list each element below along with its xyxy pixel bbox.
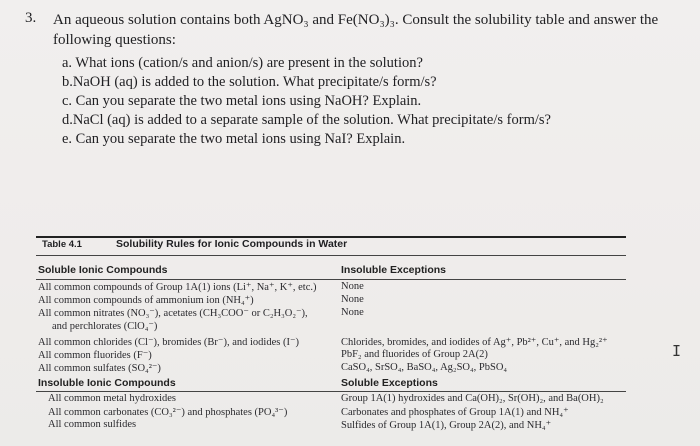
- question-parts: [62, 54, 551, 149]
- table-row-exception: None: [341, 281, 364, 292]
- table-row-compound: All common fluorides (F⁻): [38, 350, 152, 361]
- question-part-d: d.NaCl (aq) is added to a separate sample of the solution. What precipitate/s form/s?: [62, 112, 551, 128]
- table-row-compound: All common compounds of Group 1A(1) ions (Li⁺, Na⁺, K⁺, etc.): [38, 282, 317, 293]
- soluble-exceptions-header: Soluble Exceptions: [341, 377, 438, 389]
- table-row-compound: All common sulfides: [48, 419, 137, 430]
- table-row-exception: Carbonates and phosphates of Group 1A(1) and NH₄⁺: [341, 407, 569, 418]
- table-row-exception: None: [341, 307, 364, 318]
- table-row-exception: PbF₂ and fluorides of Group 2A(2): [341, 349, 488, 360]
- table-row-compound: and perchlorates (ClO₄⁻): [52, 321, 158, 332]
- table-row-exception: CaSO₄, SrSO₄, BaSO₄, Ag₂SO₄, PbSO₄: [341, 362, 508, 373]
- table-title: Solubility Rules for Ionic Compounds in Water: [116, 238, 348, 250]
- table-title-bar: [36, 236, 626, 256]
- table-row-compound: All common nitrates (NO₃⁻), acetates (CH₃COO⁻ or C₂H₃O₂⁻),: [38, 308, 308, 319]
- table-row-exception: Chlorides, bromides, and iodides of Ag⁺, Pb²⁺, Cu⁺, and Hg₂²⁺: [341, 337, 608, 348]
- question-intro: An aqueous solution contains both AgNO₃ and Fe(NO₃)₃. Consult the solubility table and answer the following questions:: [53, 12, 659, 48]
- question-number: 3.: [25, 10, 37, 26]
- table-row-compound: All common compounds of ammonium ion (NH₄⁺): [38, 295, 254, 306]
- soluble-compounds-header: Soluble Ionic Compounds: [38, 264, 168, 276]
- insoluble-exceptions-header: Insoluble Exceptions: [341, 264, 447, 276]
- table-row-exception: Sulfides of Group 1A(1), Group 2A(2), and NH₄⁺: [341, 420, 552, 431]
- question-part-e: e. Can you separate the two metal ions using NaI? Explain.: [62, 131, 406, 147]
- text-cursor-icon: I: [672, 342, 682, 360]
- insoluble-compounds-header: Insoluble Ionic Compounds: [38, 377, 176, 389]
- table-row-compound: All common carbonates (CO₃²⁻) and phosphates (PO₄³⁻): [48, 407, 288, 418]
- divider: [36, 391, 626, 392]
- divider: [36, 279, 626, 280]
- question-part-b: b.NaOH (aq) is added to the solution. What precipitate/s form/s?: [62, 74, 437, 90]
- solubility-table: [36, 236, 626, 431]
- table-row-compound: All common chlorides (Cl⁻), bromides (Br⁻), and iodides (I⁻): [38, 337, 299, 348]
- question-part-a: a. What ions (cation/s and anion/s) are present in the solution?: [62, 55, 423, 71]
- table-row-compound: All common metal hydroxides: [48, 393, 177, 404]
- table-row-exception: Group 1A(1) hydroxides and Ca(OH)₂, Sr(OH)₂, and Ba(OH)₂: [341, 393, 604, 404]
- table-row-compound: All common sulfates (SO₄²⁻): [38, 363, 161, 374]
- question-part-c: c. Can you separate the two metal ions using NaOH? Explain.: [62, 93, 422, 109]
- table-row-exception: None: [341, 294, 364, 305]
- table-label: Table 4.1: [42, 239, 82, 250]
